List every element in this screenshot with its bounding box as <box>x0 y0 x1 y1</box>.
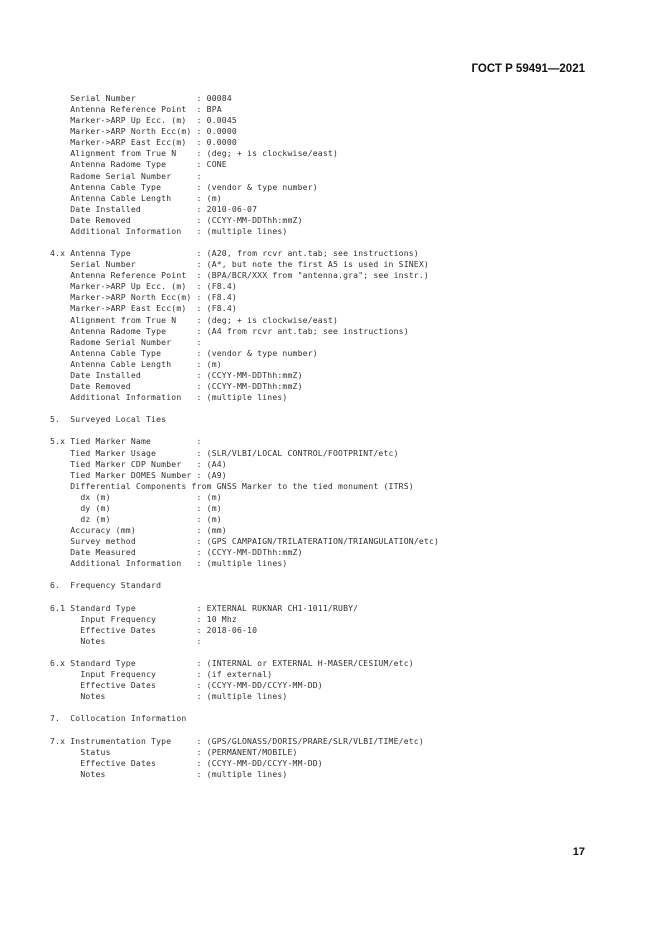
log-line: dy (m) : (m) <box>50 502 222 513</box>
log-line: Marker->ARP North Ecc(m) : (F8.4) <box>50 292 237 303</box>
log-line: 4.x Antenna Type : (A20, from rcvr ant.tab; see instructions) <box>50 248 419 259</box>
log-line: Marker->ARP Up Ecc. (m) : (F8.4) <box>50 281 237 292</box>
log-line: Alignment from True N : (deg; + is clockwise/east) <box>50 314 339 325</box>
log-line: Notes : (multiple lines) <box>50 691 288 702</box>
log-line: 6. Frequency Standard <box>50 580 162 591</box>
log-line: Tied Marker DOMES Number : (A9) <box>50 469 227 480</box>
log-line: Antenna Radome Type : CONE <box>50 159 227 170</box>
log-line: dz (m) : (m) <box>50 513 222 524</box>
site-log-text <box>50 93 439 780</box>
blank-line <box>50 647 439 658</box>
log-line: 7.x Instrumentation Type : (GPS/GLONASS/DORIS/PRARE/SLR/VLBI/TIME/etc) <box>50 735 424 746</box>
log-line: Additional Information : (multiple lines) <box>50 225 288 236</box>
log-line: Marker->ARP North Ecc(m) : 0.0000 <box>50 126 237 137</box>
log-line: Alignment from True N : (deg; + is clockwise/east) <box>50 148 339 159</box>
log-line: Accuracy (mm) : (mm) <box>50 525 227 536</box>
blank-line <box>50 237 439 248</box>
log-line: Radome Serial Number : <box>50 170 202 181</box>
log-line: Additional Information : (multiple lines) <box>50 392 288 403</box>
log-line: Tied Marker CDP Number : (A4) <box>50 458 227 469</box>
log-line: Serial Number : 00084 <box>50 93 232 103</box>
blank-line <box>50 403 439 414</box>
log-line: Marker->ARP East Ecc(m) : (F8.4) <box>50 303 237 314</box>
page-number: 17 <box>572 846 585 858</box>
log-line: Antenna Radome Type : (A4 from rcvr ant.tab; see instructions) <box>50 325 409 336</box>
log-line: Notes : <box>50 635 202 646</box>
log-line: Marker->ARP East Ecc(m) : 0.0000 <box>50 137 237 148</box>
log-line: Date Measured : (CCYY-MM-DDThh:mmZ) <box>50 547 303 558</box>
blank-line <box>50 702 439 713</box>
log-line: Additional Information : (multiple lines) <box>50 558 288 569</box>
log-line: Status : (PERMANENT/MOBILE) <box>50 746 298 757</box>
log-line: Date Installed : (CCYY-MM-DDThh:mmZ) <box>50 369 303 380</box>
log-line: Antenna Reference Point : BPA <box>50 104 222 115</box>
log-line: Input Frequency : (if external) <box>50 669 273 680</box>
blank-line <box>50 425 439 436</box>
log-line: Effective Dates : (CCYY-MM-DD/CCYY-MM-DD) <box>50 680 323 691</box>
document-header: ГОСТ Р 59491—2021 <box>471 63 585 75</box>
log-line: Tied Marker Usage : (SLR/VLBI/LOCAL CONTROL/FOOTPRINT/etc) <box>50 447 399 458</box>
log-line: Serial Number : (A*, but note the first A5 is used in SINEX) <box>50 259 429 270</box>
log-line: Date Removed : (CCYY-MM-DDThh:mmZ) <box>50 214 303 225</box>
log-line: Effective Dates : (CCYY-MM-DD/CCYY-MM-DD) <box>50 757 323 768</box>
log-line: Differential Components from GNSS Marker to the tied monument (ITRS) <box>50 480 414 491</box>
log-line: Survey method : (GPS CAMPAIGN/TRILATERATION/TRIANGULATION/etc) <box>50 536 440 547</box>
log-line: Antenna Reference Point : (BPA/BCR/XXX from "antenna.gra"; see instr.) <box>50 270 429 281</box>
log-line: dx (m) : (m) <box>50 491 222 502</box>
log-line: Antenna Cable Length : (m) <box>50 358 222 369</box>
log-line: 7. Collocation Information <box>50 713 187 724</box>
log-line: Notes : (multiple lines) <box>50 768 288 779</box>
log-line: Marker->ARP Up Ecc. (m) : 0.0045 <box>50 115 237 126</box>
blank-line <box>50 569 439 580</box>
log-line: Date Installed : 2010-06-07 <box>50 203 258 214</box>
log-line: 6.1 Standard Type : EXTERNAL RUKNAR CH1-1011/RUBY/ <box>50 602 359 613</box>
log-line: 6.x Standard Type : (INTERNAL or EXTERNAL H-MASER/CESIUM/etc) <box>50 657 414 668</box>
log-line: Input Frequency : 10 Mhz <box>50 613 237 624</box>
log-line: 5. Surveyed Local Ties <box>50 414 167 425</box>
log-line: 5.x Tied Marker Name : <box>50 436 202 447</box>
log-line: Radome Serial Number : <box>50 336 202 347</box>
log-line: Antenna Cable Length : (m) <box>50 192 222 203</box>
log-line: Date Removed : (CCYY-MM-DDThh:mmZ) <box>50 381 303 392</box>
blank-line <box>50 592 439 603</box>
log-line: Antenna Cable Type : (vendor & type number) <box>50 347 318 358</box>
log-line: Effective Dates : 2018-06-10 <box>50 624 258 635</box>
blank-line <box>50 724 439 735</box>
log-line: Antenna Cable Type : (vendor & type number) <box>50 181 318 192</box>
